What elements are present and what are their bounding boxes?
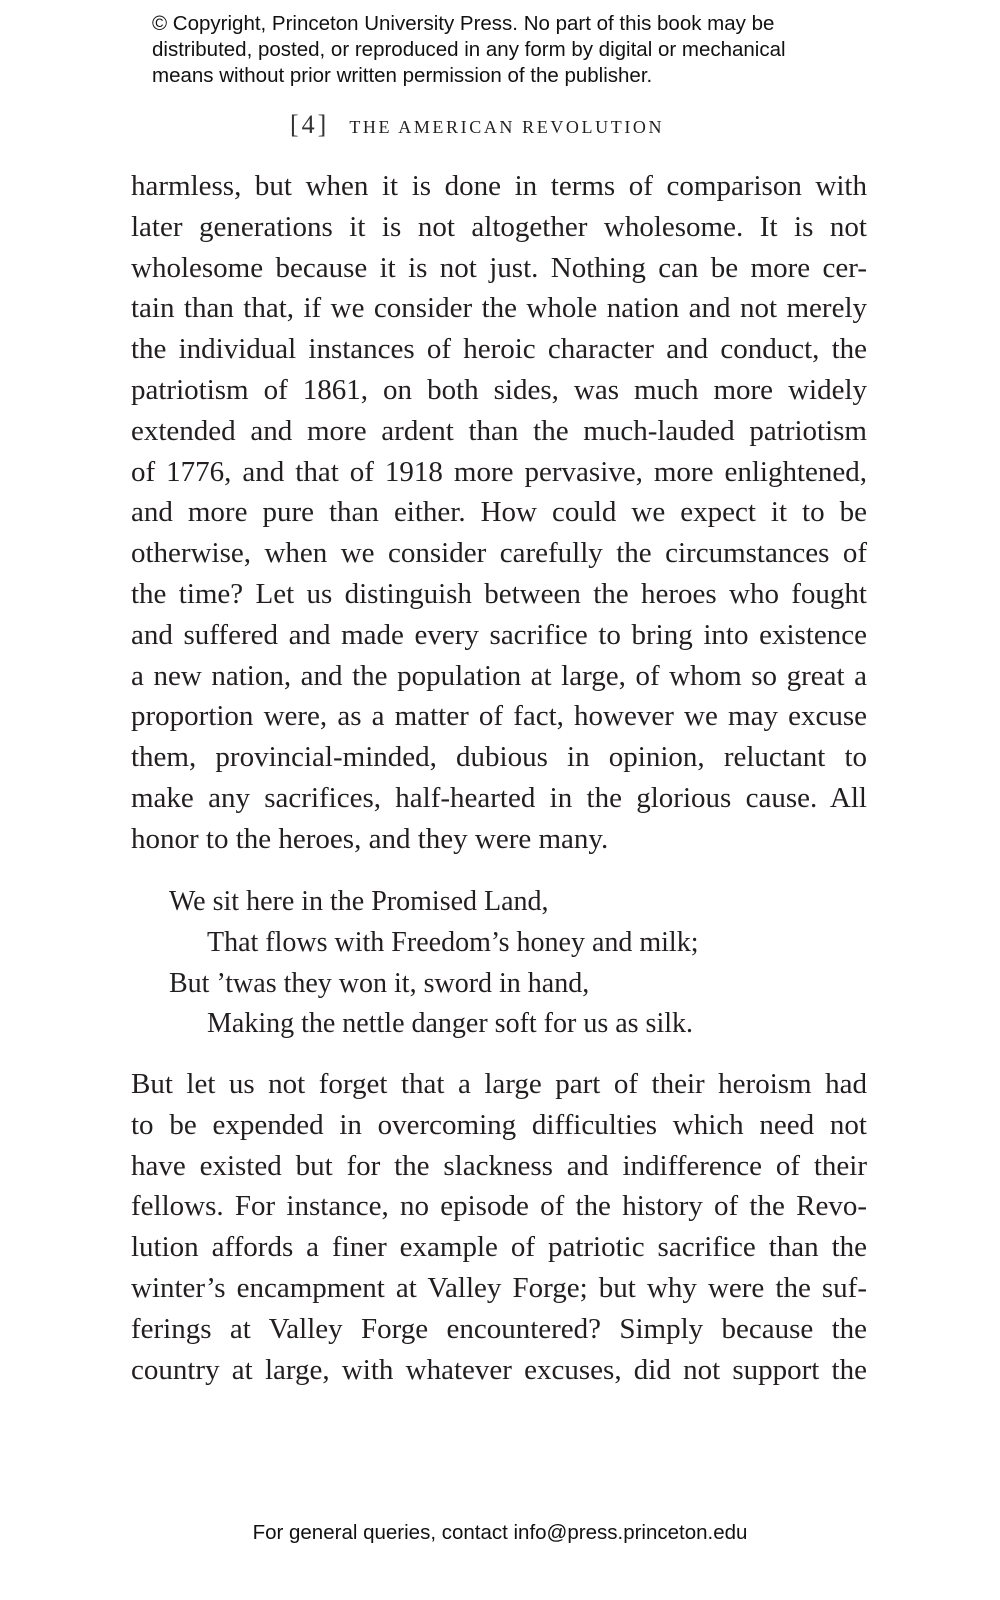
copyright-notice bbox=[152, 11, 872, 89]
text-line: fellows. For instance, no episode of the history of the Revo- bbox=[131, 1190, 867, 1223]
verse-line: But ’twas they won it, sword in hand, bbox=[169, 967, 590, 999]
text-line: patriotism of 1861, on both sides, was much more widely bbox=[131, 373, 867, 406]
text-line: tain than that, if we consider the whole nation and not merely bbox=[131, 292, 867, 325]
text-line: make any sacrifices, half-hearted in the glorious cause. All bbox=[131, 781, 867, 814]
text-line: country at large, with whatever excuses, did not support the bbox=[131, 1353, 867, 1386]
text-line: them, provincial-minded, dubious in opinion, reluctant to bbox=[131, 741, 867, 774]
footer-contact: For general queries, contact info@press.princeton.edu bbox=[252, 1521, 748, 1544]
text-line: later generations it is not altogether wholesome. It is not bbox=[131, 210, 867, 243]
text-line: a new nation, and the population at large, of whom so great a bbox=[131, 659, 867, 692]
text-line: wholesome because it is not just. Nothing can be more cer- bbox=[131, 251, 867, 284]
page-number: [4] bbox=[290, 110, 330, 139]
text-line: harmless, but when it is done in terms of comparison with bbox=[131, 170, 867, 202]
text-line: the time? Let us distinguish between the heroes who fought bbox=[131, 577, 867, 610]
text-line: and more pure than either. How could we expect it to be bbox=[131, 496, 867, 529]
verse-line: We sit here in the Promised Land, bbox=[169, 886, 549, 917]
text-line: to be expended in overcoming difficulties which need not bbox=[131, 1108, 867, 1141]
running-head bbox=[290, 110, 730, 140]
text-line: have existed but for the slackness and indifference of their bbox=[131, 1149, 867, 1182]
text-line: lution affords a finer example of patriotic sacrifice than the bbox=[131, 1231, 867, 1264]
copyright-line: means without prior written permission of the publisher. bbox=[152, 64, 653, 87]
text-line: ferings at Valley Forge encountered? Simply because the bbox=[131, 1312, 867, 1345]
copyright-line: © Copyright, Princeton University Press. No part of this book may be bbox=[152, 12, 775, 35]
copyright-line: distributed, posted, or reproduced in any form by digital or mechanical bbox=[152, 38, 786, 61]
text-line: and suffered and made every sacrifice to bring into existence bbox=[131, 618, 867, 651]
paragraph-1 bbox=[131, 166, 867, 860]
paragraph-2 bbox=[131, 1064, 867, 1390]
text-line: the individual instances of heroic character and conduct, the bbox=[131, 333, 867, 366]
book-title: THE AMERICAN REVOLUTION bbox=[349, 117, 665, 137]
text-line: otherwise, when we consider carefully the circumstances of bbox=[131, 537, 867, 570]
verse-quotation bbox=[169, 882, 699, 1045]
verse-line: Making the nettle danger soft for us as silk. bbox=[207, 1008, 694, 1040]
text-line: extended and more ardent than the much-lauded patriotism bbox=[131, 414, 867, 447]
text-line: of 1776, and that of 1918 more pervasive, more enlightened, bbox=[131, 455, 867, 488]
verse-line: That flows with Freedom’s honey and milk; bbox=[207, 926, 699, 958]
text-line: honor to the heroes, and they were many. bbox=[131, 822, 609, 855]
text-line: proportion were, as a matter of fact, however we may excuse bbox=[131, 700, 867, 733]
text-line: winter’s encampment at Valley Forge; but why were the suf- bbox=[131, 1271, 867, 1304]
text-line: But let us not forget that a large part of their heroism had bbox=[131, 1068, 867, 1100]
